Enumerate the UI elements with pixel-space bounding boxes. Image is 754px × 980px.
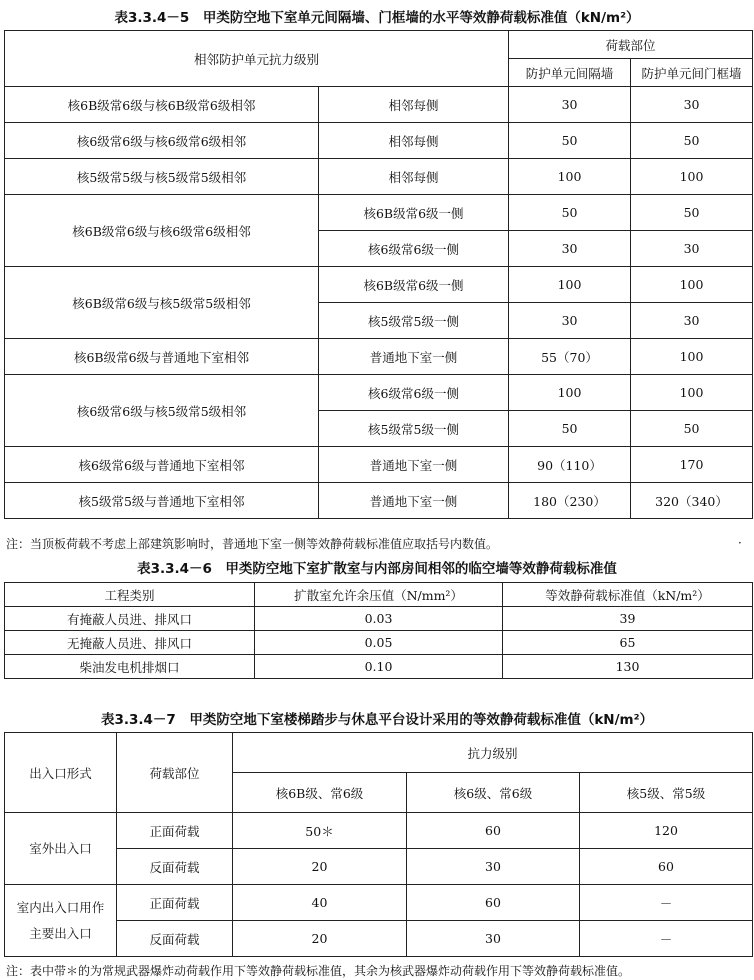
- wall-load-value: 100: [509, 267, 631, 303]
- table2: [4, 582, 753, 679]
- table3-head-entrance: 出入口形式: [5, 733, 117, 813]
- door-frame-load-value: 50: [631, 195, 753, 231]
- load-side: 相邻每侧: [319, 87, 509, 123]
- table3-note: 注：表中带＊的为常规武器爆炸动荷载作用下等效静荷载标准值，其余为核武器爆炸动荷载作用下等效静荷载标准值。: [6, 964, 631, 978]
- table-row: [5, 607, 753, 631]
- wall-load-value: 50: [509, 195, 631, 231]
- level-5-value: －: [580, 921, 753, 957]
- allowed-residual-pressure: 0.05: [255, 631, 503, 655]
- wall-load-value: 55（70）: [509, 339, 631, 375]
- equivalent-static-load: 130: [503, 655, 753, 679]
- door-frame-load-value: 170: [631, 447, 753, 483]
- table1: [4, 30, 753, 519]
- table3-head-c3: 核5级、常5级: [580, 773, 753, 813]
- load-side: 普通地下室一侧: [319, 339, 509, 375]
- door-frame-load-value: 320（340）: [631, 483, 753, 519]
- stray-dot-mark: ·: [738, 536, 742, 550]
- load-side: 核6级常6级一侧: [319, 375, 509, 411]
- table2-head-pressure: 扩散室允许余压值（N/mm²）: [255, 583, 503, 607]
- door-frame-load-value: 100: [631, 339, 753, 375]
- door-frame-load-value: 100: [631, 159, 753, 195]
- door-frame-load-value: 100: [631, 267, 753, 303]
- table1-note: 注：当顶板荷载不考虑上部建筑影响时，普通地下室一侧等效静荷载标准值应取括号内数值。: [6, 537, 499, 551]
- entrance-type: [5, 813, 117, 885]
- load-side: 普通地下室一侧: [319, 447, 509, 483]
- load-location: 正面荷载: [117, 813, 233, 849]
- door-frame-load-value: 50: [631, 123, 753, 159]
- table-row: [5, 339, 753, 375]
- table3-caption: 表3.3.4－7 甲类防空地下室楼梯踏步与休息平台设计采用的等效静荷载标准值（kN/m²）: [100, 712, 654, 728]
- adjacent-unit-level: 核6级常6级与核6级常6级相邻: [5, 123, 319, 159]
- table-row: [5, 123, 753, 159]
- equivalent-static-load: 39: [503, 607, 753, 631]
- table3-head-c1: 核6B级、常6级: [233, 773, 407, 813]
- table-row: [5, 159, 753, 195]
- load-side: 核5级常5级一侧: [319, 411, 509, 447]
- adjacent-unit-level: 核6级常6级与核5级常5级相邻: [5, 375, 319, 447]
- load-side: 核6级常6级一侧: [319, 231, 509, 267]
- load-side: 普通地下室一侧: [319, 483, 509, 519]
- load-side: 核6B级常6级一侧: [319, 267, 509, 303]
- entrance-type: [5, 885, 117, 957]
- door-frame-load-value: 100: [631, 375, 753, 411]
- table1-head-wall: 防护单元间隔墙: [509, 59, 631, 87]
- level-5-value: 60: [580, 849, 753, 885]
- level-5-value: －: [580, 885, 753, 921]
- door-frame-load-value: 30: [631, 303, 753, 339]
- wall-load-value: 100: [509, 375, 631, 411]
- wall-load-value: 100: [509, 159, 631, 195]
- load-side: 相邻每侧: [319, 123, 509, 159]
- level-6b-value: 20: [233, 921, 407, 957]
- level-6-value: 30: [407, 849, 580, 885]
- door-frame-load-value: 30: [631, 87, 753, 123]
- table2-caption: 表3.3.4－6 甲类防空地下室扩散室与内部房间相邻的临空墙等效静荷载标准值: [137, 561, 617, 577]
- allowed-residual-pressure: 0.03: [255, 607, 503, 631]
- entrance-type-line: 室外出入口: [29, 840, 92, 856]
- wall-load-value: 30: [509, 303, 631, 339]
- engineering-type: 有掩蔽人员进、排风口: [5, 607, 255, 631]
- adjacent-unit-level: 核5级常5级与普通地下室相邻: [5, 483, 319, 519]
- level-6-value: 60: [407, 813, 580, 849]
- table1-head-load-location: 荷载部位: [509, 31, 753, 59]
- table-row: [5, 631, 753, 655]
- door-frame-load-value: 30: [631, 231, 753, 267]
- wall-load-value: 50: [509, 123, 631, 159]
- allowed-residual-pressure: 0.10: [255, 655, 503, 679]
- load-location: 正面荷载: [117, 885, 233, 921]
- adjacent-unit-level: 核6B级常6级与核6级常6级相邻: [5, 195, 319, 267]
- table2-head-type: 工程类别: [5, 583, 255, 607]
- table-row: [5, 195, 753, 231]
- table1-caption: 表3.3.4－5 甲类防空地下室单元间隔墙、门框墙的水平等效静荷载标准值（kN/m²）: [114, 10, 640, 26]
- table-row: [5, 87, 753, 123]
- wall-load-value: 50: [509, 411, 631, 447]
- level-5-value: 120: [580, 813, 753, 849]
- table3-head-c2: 核6级、常6级: [407, 773, 580, 813]
- load-side: 核5级常5级一侧: [319, 303, 509, 339]
- level-6b-value: 50＊: [233, 813, 407, 849]
- adjacent-unit-level: 核5级常5级与核5级常5级相邻: [5, 159, 319, 195]
- wall-load-value: 30: [509, 231, 631, 267]
- wall-load-value: 90（110）: [509, 447, 631, 483]
- door-frame-load-value: 50: [631, 411, 753, 447]
- table3-head-resist: 抗力级别: [233, 733, 753, 773]
- engineering-type: 无掩蔽人员进、排风口: [5, 631, 255, 655]
- engineering-type: 柴油发电机排烟口: [5, 655, 255, 679]
- table2-head-load: 等效静荷载标准值（kN/m²）: [503, 583, 753, 607]
- equivalent-static-load: 65: [503, 631, 753, 655]
- entrance-type-line: 室内出入口用作: [16, 899, 105, 915]
- adjacent-unit-level: 核6B级常6级与核6B级常6级相邻: [5, 87, 319, 123]
- adjacent-unit-level: 核6B级常6级与普通地下室相邻: [5, 339, 319, 375]
- level-6b-value: 40: [233, 885, 407, 921]
- table-row: [5, 885, 753, 921]
- wall-load-value: 30: [509, 87, 631, 123]
- load-side: 相邻每侧: [319, 159, 509, 195]
- table3: [4, 732, 753, 957]
- table-row: [5, 267, 753, 303]
- adjacent-unit-level: 核6级常6级与普通地下室相邻: [5, 447, 319, 483]
- table3-head-location: 荷载部位: [117, 733, 233, 813]
- level-6-value: 30: [407, 921, 580, 957]
- table-row: [5, 655, 753, 679]
- wall-load-value: 180（230）: [509, 483, 631, 519]
- level-6-value: 60: [407, 885, 580, 921]
- table1-head-door: 防护单元间门框墙: [631, 59, 753, 87]
- level-6b-value: 20: [233, 849, 407, 885]
- entrance-type-line: 主要出入口: [29, 925, 92, 941]
- table1-head-group: 相邻防护单元抗力级别: [5, 31, 509, 87]
- table-row: [5, 921, 753, 957]
- table-row: [5, 813, 753, 849]
- load-side: 核6B级常6级一侧: [319, 195, 509, 231]
- load-location: 反面荷载: [117, 849, 233, 885]
- adjacent-unit-level: 核6B级常6级与核5级常5级相邻: [5, 267, 319, 339]
- load-location: 反面荷载: [117, 921, 233, 957]
- table-row: [5, 483, 753, 519]
- table-row: [5, 375, 753, 411]
- table-row: [5, 849, 753, 885]
- table-row: [5, 447, 753, 483]
